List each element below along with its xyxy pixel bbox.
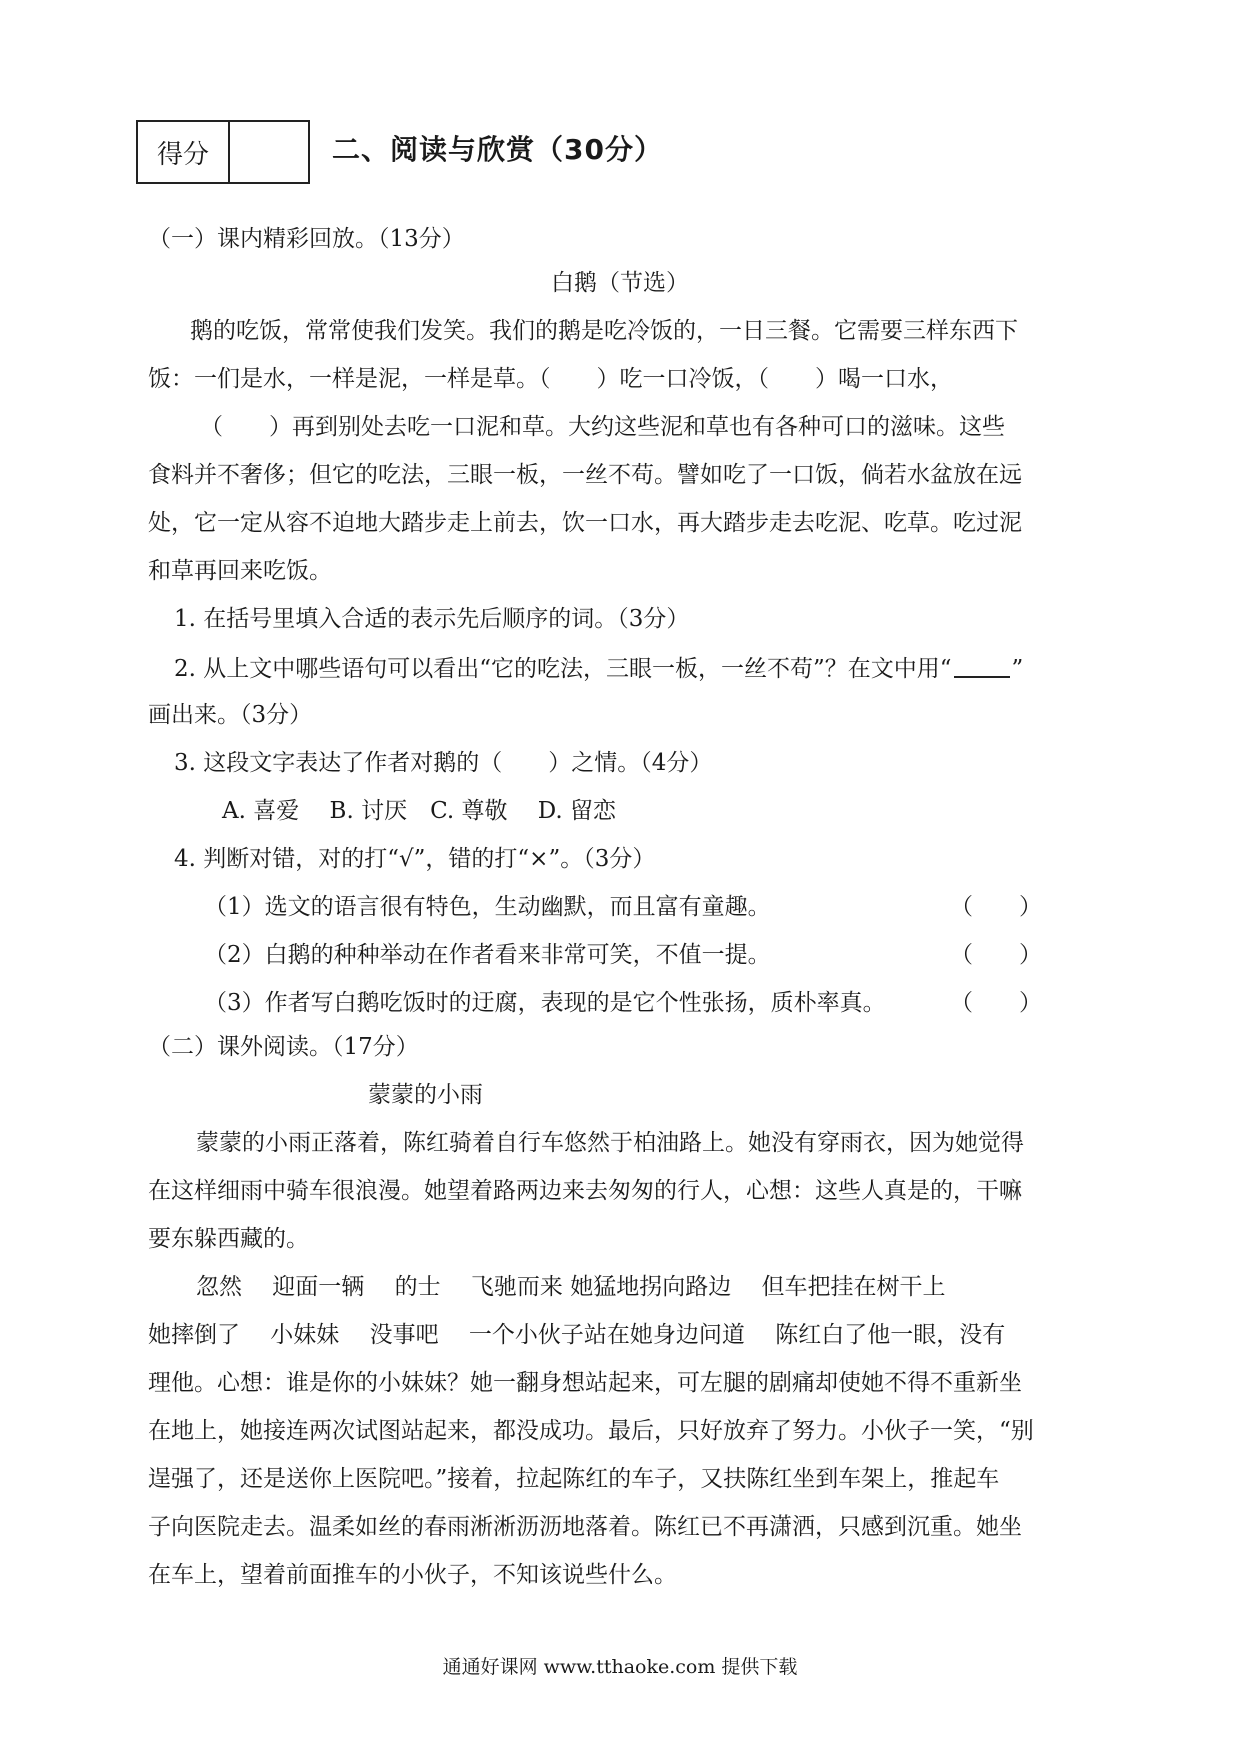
section-title: 二、阅读与欣赏（30分） xyxy=(332,133,663,166)
passage1-line: 食料并不奢侈；但它的吃法，三眼一板，一丝不苟。譬如吃了一口饭，倘若水盆放在远 xyxy=(148,462,1022,488)
passage2-line: 子向医院走去。温柔如丝的春雨淅淅沥沥地落着。陈红已不再潇洒，只感到沉重。她坐 xyxy=(148,1514,1022,1540)
passage2-line: 在这样细雨中骑车很浪漫。她望着路两边来去匆匆的行人，心想：这些人真是的，干嘛 xyxy=(148,1178,1022,1204)
answer-paren[interactable]: （ ） xyxy=(950,942,1042,968)
passage2-line: 要东躲西藏的。 xyxy=(148,1226,309,1252)
judge-item: （2）白鹅的种种举动在作者看来非常可笑，不值一提。 xyxy=(204,942,771,968)
passage2-line: 逞强了，还是送你上医院吧。”接着，拉起陈红的车子，又扶陈红坐到车架上，推起车 xyxy=(148,1466,1000,1492)
score-label: 得分 xyxy=(138,122,230,182)
passage1-line: 鹅的吃饭，常常使我们发笑。我们的鹅是吃冷饭的，一日三餐。它需要三样东西下 xyxy=(190,318,1018,344)
passage2-line: 忽然 迎面一辆 的士 飞驰而来 她猛地拐向路边 但车把挂在树干上 xyxy=(196,1274,946,1300)
underline-sample xyxy=(954,656,1010,678)
score-box xyxy=(136,120,310,184)
part2-heading: （二）课外阅读。（17分） xyxy=(148,1034,419,1060)
part1-title: 白鹅（节选） xyxy=(551,270,689,296)
passage2-line: 她摔倒了 小妹妹 没事吧 一个小伙子站在她身边问道 陈红白了他一眼，没有 xyxy=(148,1322,1006,1348)
question-4: 4. 判断对错，对的打“√”，错的打“×”。（3分） xyxy=(174,846,656,872)
footer-credit: 通通好课网 www.tthaoke.com 提供下载 xyxy=(442,1656,798,1678)
passage1-line: 饭：一们是水，一样是泥，一样是草。（ ）吃一口冷饭，（ ）喝一口水， xyxy=(148,366,953,392)
answer-paren[interactable]: （ ） xyxy=(950,990,1042,1016)
part2-title: 蒙蒙的小雨 xyxy=(368,1082,483,1108)
question-2-quote-end: ” xyxy=(1011,656,1024,682)
passage2-line: 理他。心想：谁是你的小妹妹？她一翻身想站起来，可左腿的剧痛却使她不得不重新坐 xyxy=(148,1370,1022,1396)
question-2-text: 2. 从上文中哪些语句可以看出“它的吃法，三眼一板，一丝不苟”？在文中用“ xyxy=(174,656,952,682)
judge-item: （3）作者写白鹅吃饭时的迂腐，表现的是它个性张扬，质朴率真。 xyxy=(204,990,886,1016)
answer-paren[interactable]: （ ） xyxy=(950,894,1042,920)
question-2 xyxy=(174,656,1023,681)
passage2-line: 在地上，她接连两次试图站起来，都没成功。最后，只好放弃了努力。小伙子一笑，“别 xyxy=(148,1418,1034,1444)
part1-heading: （一）课内精彩回放。（13分） xyxy=(148,226,465,252)
question-2-cont: 画出来。（3分） xyxy=(148,702,313,728)
question-3-options: A. 喜爱 B. 讨厌 C. 尊敬 D. 留恋 xyxy=(222,798,617,824)
passage2-line: 在车上，望着前面推车的小伙子，不知该说些什么。 xyxy=(148,1562,677,1588)
passage2-line: 蒙蒙的小雨正落着，陈红骑着自行车悠然于柏油路上。她没有穿雨衣，因为她觉得 xyxy=(196,1130,1024,1156)
question-1: 1. 在括号里填入合适的表示先后顺序的词。（3分） xyxy=(174,606,690,632)
passage1-line: 处，它一定从容不迫地大踏步走上前去，饮一口水，再大踏步走去吃泥、吃草。吃过泥 xyxy=(148,510,1022,536)
judge-item: （1）选文的语言很有特色，生动幽默，而且富有童趣。 xyxy=(204,894,771,920)
passage1-line: 和草再回来吃饭。 xyxy=(148,558,332,584)
score-value[interactable] xyxy=(230,122,308,182)
passage1-line: （ ）再到别处去吃一口泥和草。大约这些泥和草也有各种可口的滋味。这些 xyxy=(200,414,1005,440)
question-3: 3. 这段文字表达了作者对鹅的（ ）之情。（4分） xyxy=(174,750,713,776)
